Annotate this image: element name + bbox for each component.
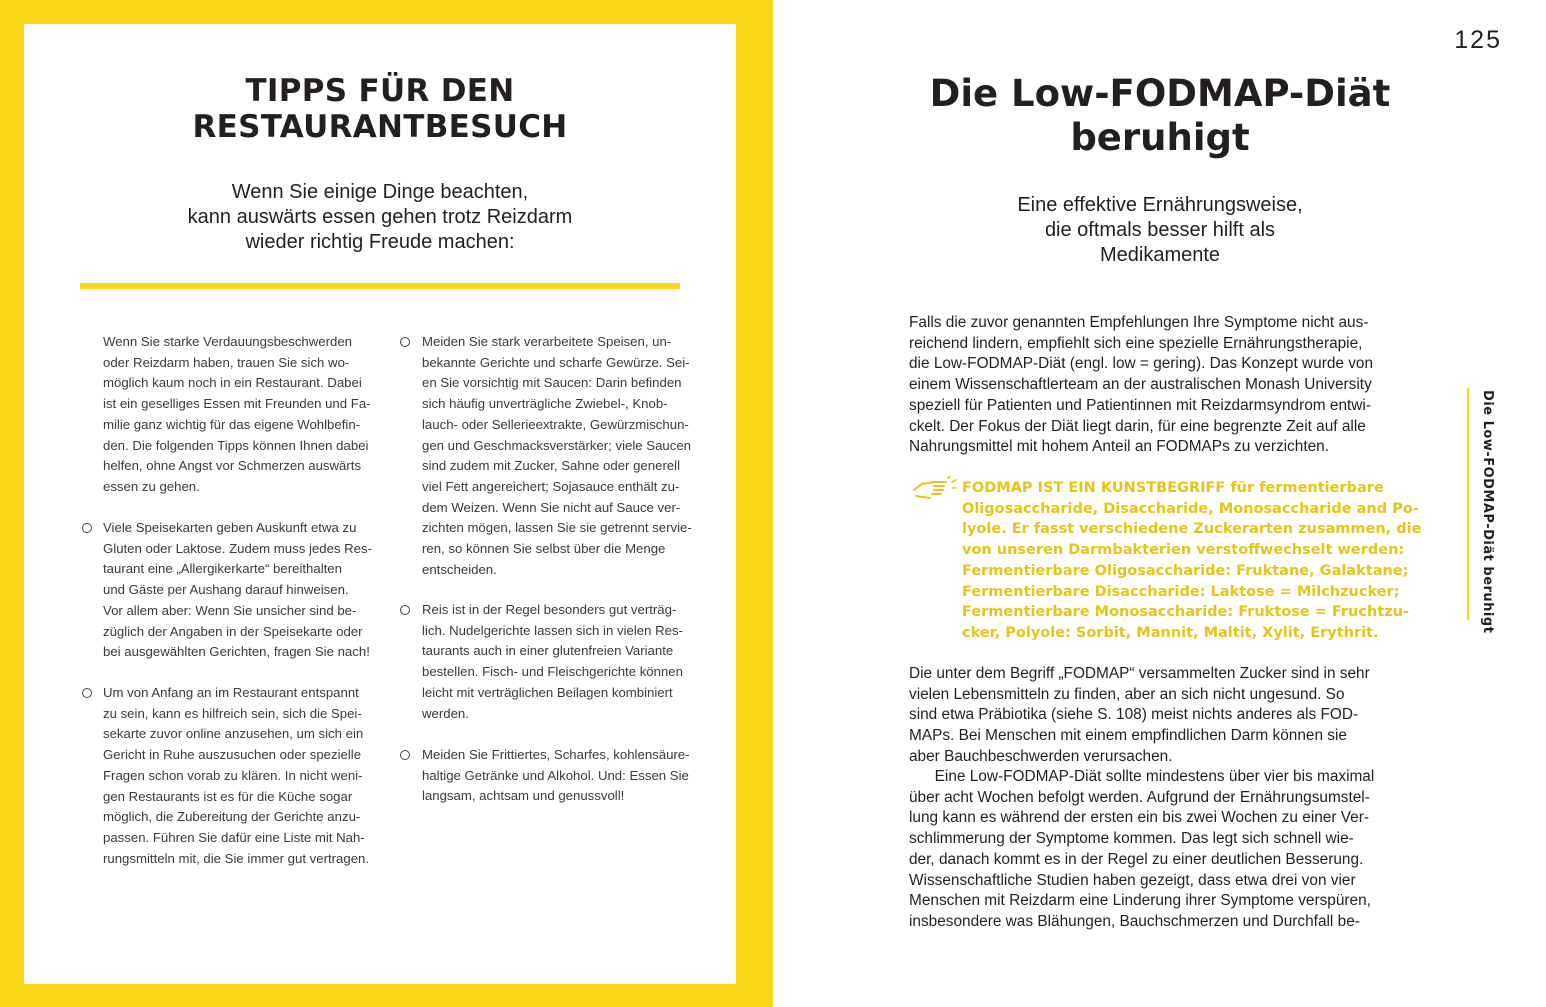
right-page-subtitle: Eine effektive Ernährungsweise, die oftmals besser hilft als Medikamente xyxy=(1017,194,1303,266)
body-paragraph: Falls die zuvor genannten Empfehlungen Ihre Symptome nicht aus- reichend lindern, empfiehlt sich eine spezielle Ernährungstherapie, die Low-FODMAP-Diät (engl. low = gering). Das Konzept wurde von einem Wissenschaftlerteam an der australischen Monash University speziell für Patienten und Patientinnen mit Reizdarmsyndrom entwi- ckelt. Der Fokus der Diät liegt darin, für eine begrenzte Zeit auf alle Nahrungsmittel mit hohem Anteil an FODMAPs zu verzichten. xyxy=(909,314,1374,456)
left-page-title: TIPPS FÜR DEN RESTAURANTBESUCH xyxy=(192,73,568,145)
body-paragraph: Die unter dem Begriff „FODMAP“ versammelten Zucker sind in sehr vielen Lebensmitteln zu finden, aber an sich nicht ungesund. So sind etwa Präbiotika (siehe S. 108) meist nichts anderes als FOD- MAPs. Bei Menschen mit einem empfindlichen Darm können sie aber Bauchbeschwerden verursachen. xyxy=(909,665,1370,765)
left-page-subtitle: Wenn Sie einige Dinge beachten, kann auswärts essen gehen trotz Reizdarm wieder richtig Freude machen: xyxy=(187,181,573,253)
bullet-icon xyxy=(400,605,410,615)
left-page-intro: Wenn Sie starke Verdauungsbeschwerden oder Reizdarm haben, trauen Sie sich wo- möglich kaum noch in ein Restaurant. Dabei ist ein geselliges Essen mit Freunden und Fa- milie ganz wichtig für das eigene Wohlbefin- den. Die folgenden Tipps können Ihnen dabei helfen, ohne Angst vor Schmerzen auswärts essen zu gehen. xyxy=(103,334,371,494)
bullet-icon xyxy=(82,523,92,533)
body-paragraph: Eine Low-FODMAP-Diät sollte mindestens über vier bis maximal über acht Wochen befolgt werden. Aufgrund der Ernährungsumstel- lung kann es während der ersten ein bis zwei Wochen zu einer Ver- schlimmerung der Symptome kommen. Das legt sich schnell wie- der, danach kommt es in der Regel zu einer deutlichen Besserung. Wissenschaftliche Studien haben gezeigt, dass etwa drei von vier Menschen mit Reizdarm eine Linderung ihrer Symptome verspüren, insbesondere was Blähungen, Bauchschmerzen und Durchfall be- xyxy=(909,768,1375,930)
page-number: 125 xyxy=(1454,26,1502,54)
tip-item: Um von Anfang an im Restaurant entspannt zu sein, kann es hilfreich sein, sich die Spei- sekarte zuvor online anzusehen, um sich ein Gericht in Ruhe auszusuchen oder spezielle Fragen schon vorab zu klären. In nicht weni- gen Restaurants ist es für die Küche sogar möglich, die Zubereitung der Gerichte anzu- passen. Führen Sie dafür eine Liste mit Nah- rungsmitteln mit, die Sie immer gut vertragen. xyxy=(103,685,370,866)
tip-item: Reis ist in der Regel besonders gut verträg- lich. Nudelgerichte lassen sich in vielen Res- taurants auch in einer glutenfreien Variante bestellen. Fisch- und Fleischgerichte können leicht mit verträglichen Beilagen kombiniert werden. xyxy=(422,602,683,721)
bullet-icon xyxy=(400,750,410,760)
bullet-icon xyxy=(400,337,410,347)
bullet-icon xyxy=(82,688,92,698)
pointing-hand-icon xyxy=(912,476,958,502)
tip-item: Viele Speisekarten geben Auskunft etwa zu Gluten oder Laktose. Zudem muss jedes Res- taurant eine „Allergikerkarte“ bereithalten und Gäste per Aushang darauf hinweisen. Vor allem aber: Wenn Sie unsicher sind be- züglich der Angaben in der Speisekarte oder bei ausgewählten Gerichten, fragen Sie nach! xyxy=(103,520,373,660)
tip-item: Meiden Sie Frittiertes, Scharfes, kohlensäure- haltige Getränke und Alkohol. Und: Essen Sie langsam, achtsam und genussvoll! xyxy=(422,747,690,804)
tip-item: Meiden Sie stark verarbeitete Speisen, un- bekannte Gerichte und scharfe Gewürze. Sei- en Sie vorsichtig mit Saucen: Darin befinden sich häufig unverträgliche Zwiebel-, Knob- lauch- oder Sellerieextrakte, Gewürzmischun- gen und Geschmacksverstärker; viele Saucen sind zudem mit Zucker, Sahne oder generell viel Fett angereichert; Sojasauce enthält zu- dem Weizen. Wenn Sie nicht auf Sauce ver- zichten mögen, lassen Sie sie getrennt servie- ren, so können Sie selbst über die Menge entscheiden. xyxy=(422,334,692,577)
fodmap-hint: FODMAP IST EIN KUNSTBEGRIFF für fermentierbare Oligosaccharide, Disaccharide, Monosaccharide and Po- lyole. Er fasst verschiedene Zuckerarten zusammen, die von unseren Darmbakterien verstoffwechselt werden: Fermentierbare Oligosaccharide: Fruktane, Galaktane; Fermentierbare Disaccharide: Laktose = Milchzucker; Fermentierbare Monosaccharide: Fruktose = Fruchtzu- cker, Polyole: Sorbit, Mannit, Maltit, Xylit, Erythrit. xyxy=(962,480,1422,641)
right-page-title: Die Low-FODMAP-Diät beruhigt xyxy=(929,72,1391,159)
side-label-bar xyxy=(1467,388,1469,620)
chapter-side-label: Die Low-FODMAP-Diät beruhigt xyxy=(1480,390,1495,634)
left-page-divider xyxy=(80,283,680,289)
